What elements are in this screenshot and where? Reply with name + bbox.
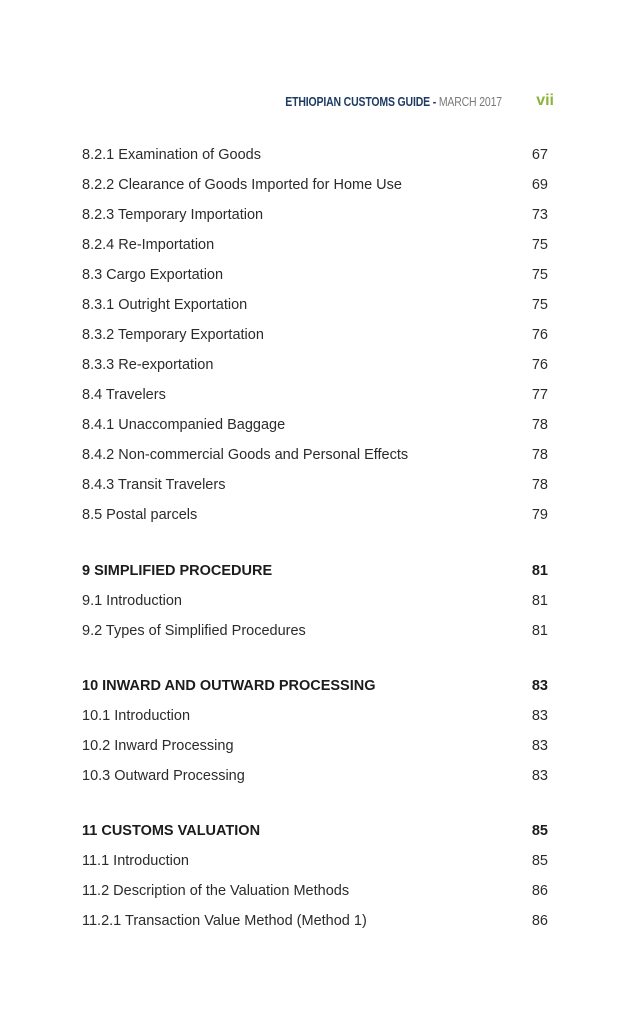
toc-entry-title: 11.1 Introduction [82, 853, 189, 869]
toc-entry-title: 8.3.2 Temporary Exportation [82, 327, 264, 343]
toc-row[interactable] [82, 384, 548, 406]
header-separator: - [430, 95, 439, 109]
toc-entry-title: 8.2.1 Examination of Goods [82, 147, 261, 163]
toc-entry-page: 73 [531, 207, 548, 223]
toc-row[interactable] [82, 735, 548, 757]
toc-entry-page: 85 [531, 853, 548, 869]
toc-entry-page: 81 [531, 593, 548, 609]
toc-entry-title: 11.2 Description of the Valuation Methods [82, 883, 350, 899]
toc-chapter-title: 11 CUSTOMS VALUATION [82, 823, 261, 839]
toc-chapter-page: 83 [531, 678, 548, 694]
toc-entry-title: 8.5 Postal parcels [82, 507, 198, 523]
toc-entry-page: 83 [531, 708, 548, 724]
toc-chapter-row[interactable] [82, 675, 548, 697]
toc-row[interactable] [82, 444, 548, 466]
toc-row[interactable] [82, 880, 548, 902]
toc-entry-page: 78 [531, 477, 548, 493]
toc-entry-page: 83 [531, 738, 548, 754]
toc-row[interactable] [82, 705, 548, 727]
header-date: MARCH 2017 [438, 95, 502, 109]
toc-entry-page: 69 [531, 177, 548, 193]
page-number: vii [536, 92, 554, 109]
toc-entry-page: 67 [531, 147, 548, 163]
toc-entry-title: 9.1 Introduction [82, 593, 182, 609]
toc-row[interactable] [82, 414, 548, 436]
toc-row[interactable] [82, 850, 548, 872]
toc-row[interactable] [82, 204, 548, 226]
toc-entry-title: 8.4.1 Unaccompanied Baggage [82, 417, 286, 433]
toc-chapter-page: 81 [531, 563, 548, 579]
toc-entry-title: 8.4 Travelers [82, 387, 166, 403]
toc-entry-page: 75 [531, 297, 548, 313]
toc-entry-title: 10.1 Introduction [82, 708, 191, 724]
toc-row[interactable] [82, 234, 548, 256]
toc-row[interactable] [82, 324, 548, 346]
toc-row[interactable] [82, 354, 548, 376]
toc-entry-page: 78 [531, 447, 548, 463]
toc-row[interactable] [82, 264, 548, 286]
toc-row[interactable] [82, 590, 548, 612]
toc-row[interactable] [82, 910, 548, 932]
toc-entry-page: 78 [531, 417, 548, 433]
toc-entry-title: 8.4.3 Transit Travelers [82, 477, 226, 493]
header-guide-title: ETHIOPIAN CUSTOMS GUIDE [285, 95, 431, 109]
toc-entry-title: 9.2 Types of Simplified Procedures [82, 623, 306, 639]
toc-row[interactable] [82, 474, 548, 496]
toc-chapter-page: 85 [531, 823, 548, 839]
toc-entry-title: 11.2.1 Transaction Value Method (Method 1) [82, 913, 367, 929]
toc-row[interactable] [82, 620, 548, 642]
toc-chapter-row[interactable] [82, 820, 548, 842]
toc-entry-title: 8.2.2 Clearance of Goods Imported for Home Use [82, 177, 402, 193]
toc-row[interactable] [82, 294, 548, 316]
running-header [0, 93, 638, 115]
toc-chapter-title: 10 INWARD AND OUTWARD PROCESSING [82, 678, 376, 694]
toc-entry-title: 10.3 Outward Processing [82, 768, 245, 784]
toc-entry-page: 75 [531, 267, 548, 283]
toc-entry-page: 77 [531, 387, 548, 403]
toc-entry-page: 76 [531, 327, 548, 343]
toc-entry-title: 8.3 Cargo Exportation [82, 267, 224, 283]
toc-entry-title: 8.3.3 Re-exportation [82, 357, 214, 373]
toc-entry-page: 79 [531, 507, 548, 523]
toc-entry-page: 86 [531, 913, 548, 929]
toc-entry-page: 81 [531, 623, 548, 639]
toc-entry-page: 86 [531, 883, 548, 899]
toc-row[interactable] [82, 765, 548, 787]
toc-entry-title: 8.2.4 Re-Importation [82, 237, 215, 253]
toc-entry-title: 10.2 Inward Processing [82, 738, 234, 754]
toc-row[interactable] [82, 174, 548, 196]
toc-entry-page: 75 [531, 237, 548, 253]
toc-entry-title: 8.4.2 Non-commercial Goods and Personal Effects [82, 447, 409, 463]
header-text [285, 95, 502, 109]
toc-chapter-title: 9 SIMPLIFIED PROCEDURE [82, 563, 273, 579]
toc-chapter-row[interactable] [82, 560, 548, 582]
toc-row[interactable] [82, 144, 548, 166]
toc-entry-page: 76 [531, 357, 548, 373]
toc-entry-page: 83 [531, 768, 548, 784]
toc-row[interactable] [82, 504, 548, 526]
toc-entry-title: 8.2.3 Temporary Importation [82, 207, 264, 223]
toc-entry-title: 8.3.1 Outright Exportation [82, 297, 248, 313]
